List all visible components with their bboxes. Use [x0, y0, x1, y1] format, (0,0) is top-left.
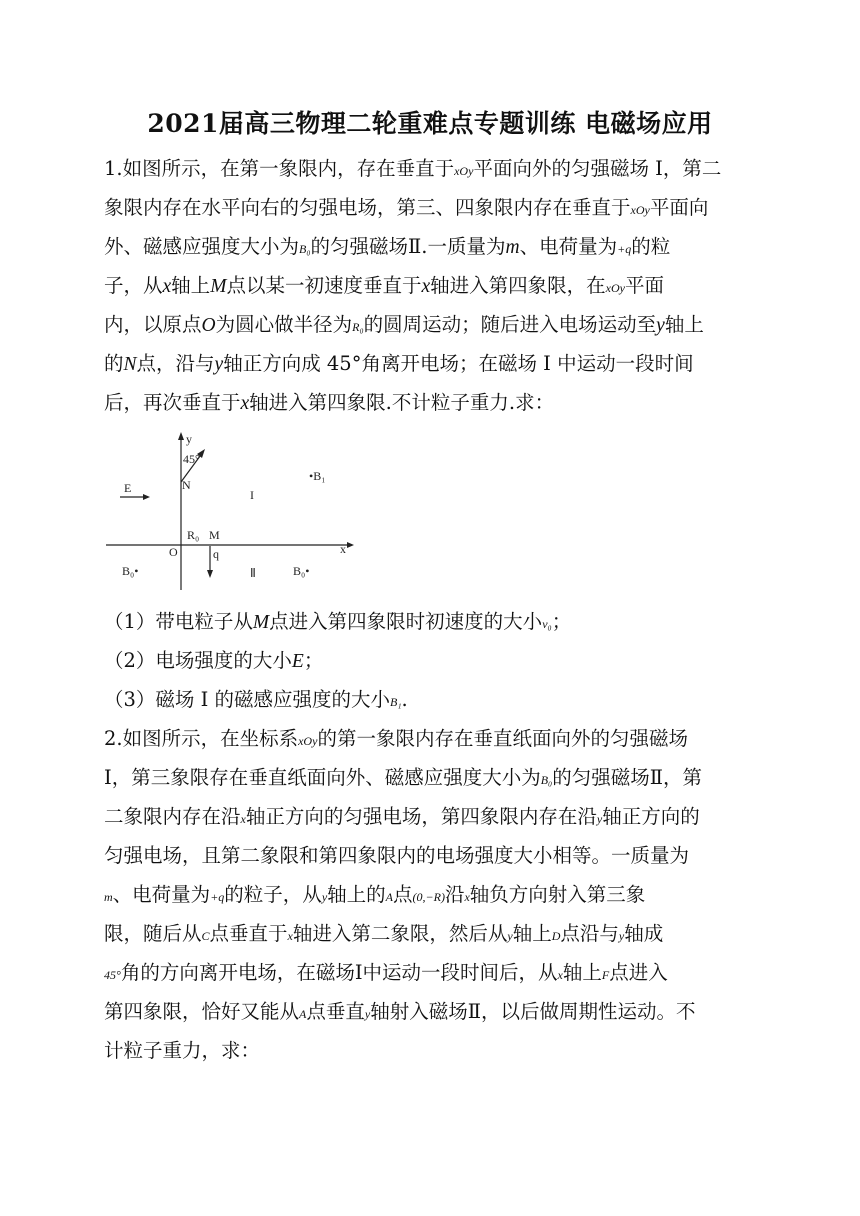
label-m: M: [209, 528, 220, 542]
q2-line-9: 计粒子重力，求：: [104, 1039, 261, 1062]
q1-line-7: 后，再次垂直于x轴进入第四象限.不计粒子重力.求：: [104, 391, 555, 414]
q2-line-7: 45°角的方向离开电场，在磁场Ⅰ中运动一段时间后，从x轴上F点进入: [104, 961, 668, 984]
q1-line-2: 象限内存在水平向右的匀强电场，第三、四象限内存在垂直于xOy平面向: [104, 196, 709, 219]
x-axis-arrowhead: [347, 542, 354, 548]
label-b1: •B₁: [309, 469, 326, 483]
label-y: y: [186, 432, 192, 446]
y-axis-arrowhead: [178, 432, 184, 440]
field-diagram: [104, 426, 360, 594]
label-x: x: [340, 542, 346, 556]
q2-line-2: Ⅰ，第三象限存在垂直纸面向外、磁感应强度大小为B₀的匀强磁场Ⅱ，第: [104, 766, 702, 789]
label-b0-left: B₀•: [122, 564, 139, 578]
q2-line-3: 二象限内存在沿x轴正方向的匀强电场，第四象限内存在沿y轴正方向的: [104, 805, 700, 828]
label-o: O: [169, 545, 178, 559]
q1-line-3: 外、磁感应强度大小为B₀的匀强磁场Ⅱ.一质量为m、电荷量为+q的粒: [104, 235, 671, 258]
q1-sub-1: （1）带电粒子从M点进入第四象限时初速度的大小v₀；: [104, 610, 572, 633]
label-angle: 45°: [183, 452, 200, 466]
q1-sub-2: （2）电场强度的大小E；: [104, 649, 324, 672]
q1-line-4: 子，从x轴上M点以某一初速度垂直于x轴进入第四象限，在xOy平面: [104, 274, 664, 297]
label-region-i: I: [250, 488, 254, 502]
q2-line-4: 匀强电场，且第二象限和第四象限内的电场强度大小相等。一质量为: [104, 844, 690, 867]
q1-sub-3: （3）磁场 I 的磁感应强度的大小B₁.: [104, 688, 408, 711]
label-b0-right: B₀•: [293, 564, 310, 578]
label-r0: R₀: [187, 528, 200, 542]
q2-line-5: m、电荷量为+q的粒子，从y轴上的A点(0,−R)沿x轴负方向射入第三象: [104, 883, 646, 906]
q2-line-8: 第四象限，恰好又能从A点垂直y轴射入磁场Ⅱ，以后做周期性运动。不: [104, 1000, 696, 1023]
label-q: q: [213, 547, 219, 561]
q1-line-6: 的N点，沿与y轴正方向成 45°角离开电场；在磁场 I 中运动一段时间: [104, 352, 694, 375]
field-diagram-svg: [104, 426, 360, 594]
q2-line-1: 2.如图所示，在坐标系xOy的第一象限内存在垂直纸面向外的匀强磁场: [104, 727, 688, 750]
label-n: N: [182, 478, 191, 492]
q1-line-5: 内，以原点O为圆心做半径为R₀的圆周运动；随后进入电场运动至y轴上: [104, 313, 704, 336]
velocity-arrowhead-m: [207, 570, 213, 578]
document-title: 2021届高三物理二轮重难点专题训练 电磁场应用: [147, 109, 713, 138]
label-e: E: [124, 481, 132, 495]
q1-line-1: 1.如图所示，在第一象限内，存在垂直于xOy平面向外的匀强磁场 I，第二: [104, 157, 722, 180]
e-field-arrowhead: [143, 494, 150, 500]
label-region-ii: Ⅱ: [250, 566, 256, 580]
q2-line-6: 限，随后从C点垂直于x轴进入第二象限，然后从y轴上D点沿与y轴成: [104, 922, 664, 945]
